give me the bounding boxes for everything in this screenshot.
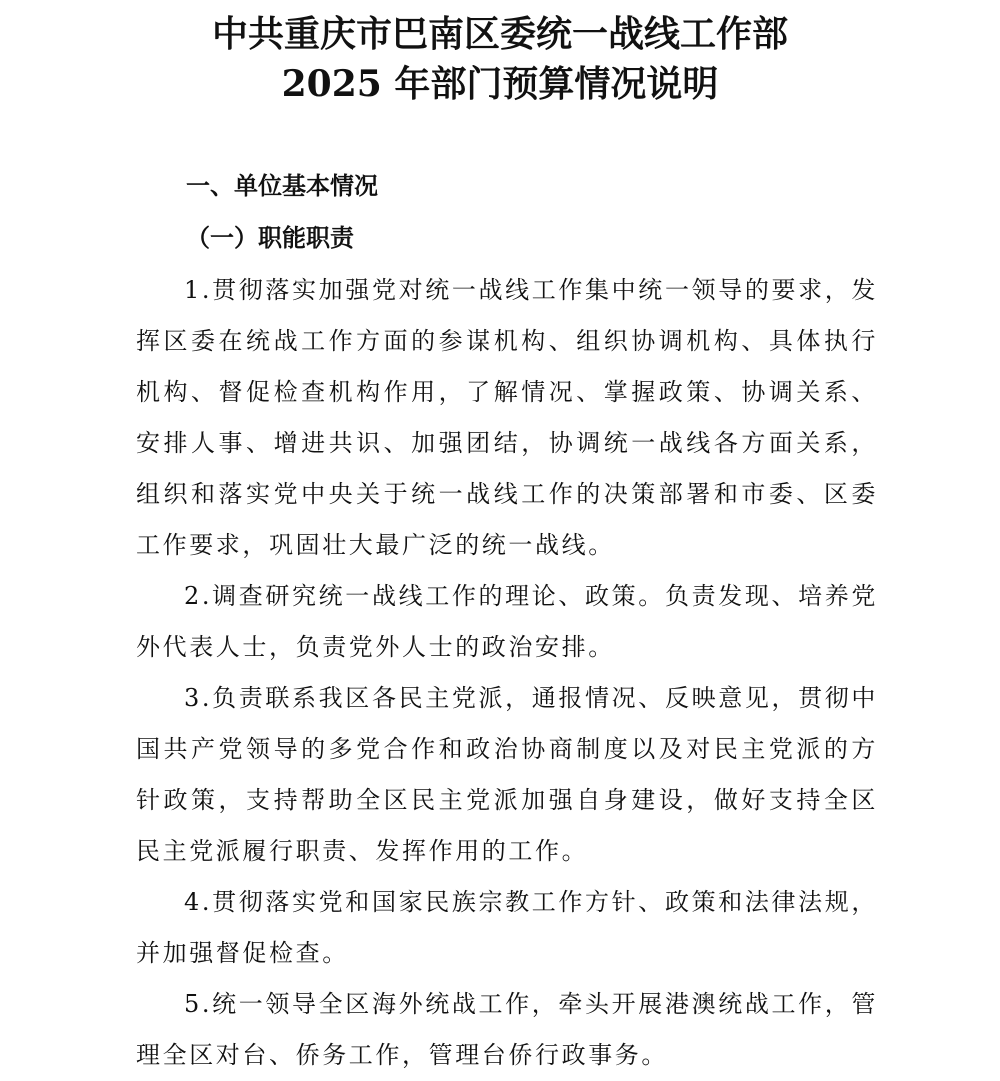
- paragraph-3: 3.负责联系我区各民主党派，通报情况、反映意见，贯彻中国共产党领导的多党合作和政治协商制度以及对民主党派的方针政策，支持帮助全区民主党派加强自身建设，做好支持全区民主党派履行职责、发挥作用的工作。: [136, 684, 878, 865]
- document-body: [136, 265, 878, 1081]
- subsection-heading: （一）职能职责: [186, 223, 354, 252]
- document-title-line-1: 中共重庆市巴南区委统一战线工作部: [211, 13, 788, 55]
- paragraph-4: 4.贯彻落实党和国家民族宗教工作方针、政策和法律法规，并加强督促检查。: [136, 888, 878, 967]
- paragraph-5: 5.统一领导全区海外统战工作，牵头开展港澳统战工作，管理全区对台、侨务工作，管理台侨行政事务。: [136, 990, 878, 1069]
- document-title-line-2: 2025 年部门预算情况说明: [281, 63, 719, 105]
- section-heading: 一、单位基本情况: [186, 172, 378, 200]
- paragraph-2: 2.调查研究统一战线工作的理论、政策。负责发现、培养党外代表人士，负责党外人士的政治安排。: [136, 582, 878, 661]
- paragraph-1: 1.贯彻落实加强党对统一战线工作集中统一领导的要求，发挥区委在统战工作方面的参谋机构、组织协调机构、具体执行机构、督促检查机构作用，了解情况、掌握政策、协调关系、安排人事、增进共识、加强团结，协调统一战线各方面关系，组织和落实党中央关于统一战线工作的决策部署和市委、区委工作要求，巩固壮大最广泛的统一战线。: [136, 276, 878, 559]
